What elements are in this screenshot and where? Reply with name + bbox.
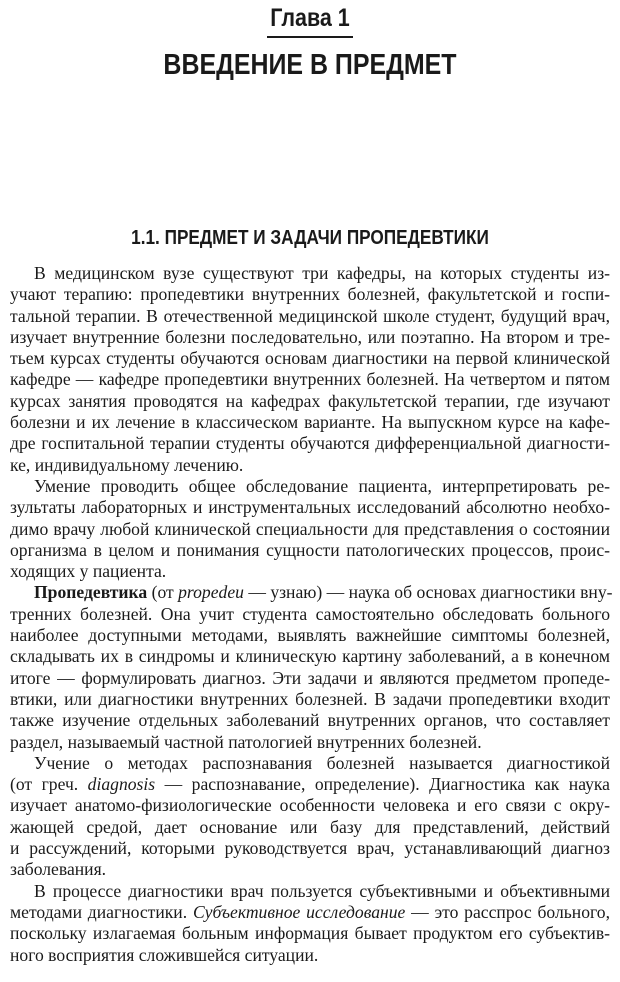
text-line: изучает внутренние болезни последовательно, или поэтапно. На втором и тре-: [10, 326, 610, 347]
paragraph: [10, 476, 610, 582]
text-span: методами диагностики.: [10, 901, 193, 922]
text-span: — узнаю) — наука об основах диагностики вну-: [243, 582, 613, 603]
paragraph: [10, 263, 610, 476]
text-span: — это расспрос больного,: [405, 901, 610, 922]
text-line: Учение о методах распознавания болезней называется диагностикой: [34, 752, 610, 773]
text-line: дре госпитальной терапии студенты обучаются дифференциальной диагности-: [10, 433, 610, 454]
body-text: [10, 263, 613, 966]
text-span: — распознавание, определение). Диагностика как наука: [155, 774, 610, 795]
term-bold: Пропедевтика: [34, 582, 148, 603]
text-line: тьем курсах студенты обучаются основам диагностики на первой клинической: [10, 348, 610, 369]
text-line: ходящих у пациента.: [10, 561, 167, 582]
text-line: организма в целом и понимания сущности патологических процессов, проис-: [10, 539, 610, 560]
term-italic: propedeu: [178, 582, 244, 603]
text-span: (от: [147, 582, 179, 603]
text-line: ке, индивидуальному лечению.: [10, 454, 244, 475]
chapter-underline: [267, 36, 353, 38]
section-title: 1.1. ПРЕДМЕТ И ЗАДАЧИ ПРОПЕДЕВТИКИ: [131, 227, 489, 249]
text-line: наиболее доступными методами, выявлять важнейшие симптомы болезней,: [10, 625, 610, 646]
text-line: втики, или диагностики внутренних болезней. В задачи пропедевтики входит: [10, 688, 610, 709]
text-line: болезни и их лечение в классическом варианте. На выпускном курсе на кафе-: [10, 412, 610, 433]
paragraph: [10, 582, 613, 752]
text-line: В процессе диагностики врач пользуется субъективными и объективными: [34, 880, 610, 901]
term-italic: diagnosis: [87, 774, 156, 795]
text-line: димо врачу любой клинической специальности для представления о состоянии: [10, 518, 610, 539]
text-line: тренних болезней. Она учит студента самостоятельно обследовать больного: [10, 603, 610, 624]
text-line: поскольку излагаемая больным информация бывает продуктом его субъектив-: [10, 923, 610, 944]
text-line: заболевания.: [10, 859, 107, 880]
chapter-title: ВВЕДЕНИЕ В ПРЕДМЕТ: [163, 49, 457, 81]
text-line: [10, 902, 610, 923]
text-line: учают терапию: пропедевтики внутренних болезней, факультетской и госпи-: [10, 284, 610, 305]
text-line: Умение проводить общее обследование пациента, интерпретировать ре-: [34, 475, 610, 496]
text-line: кафедре — кафедре пропедевтики внутренних болезней. На четвертом и пятом: [10, 369, 610, 390]
text-line: тальной терапии. В отечественной медицинской школе студент, будущий врач,: [10, 305, 610, 326]
text-line: также изучение отдельных заболеваний внутренних органов, что составляет: [10, 710, 610, 731]
text-line: В медицинском вузе существуют три кафедры, на которых студенты из-: [34, 263, 610, 283]
text-line: изучает анатомо-физиологические особенности человека и его связи с окру-: [10, 795, 610, 816]
paragraph: [10, 881, 610, 966]
text-line: и рассуждений, которыми руководствуется врач, устанавливающий диагноз: [10, 838, 610, 859]
text-line: зультаты лабораторных и инструментальных исследований абсолютно необхо-: [10, 497, 610, 518]
text-line: ного восприятия сложившейся ситуации.: [10, 944, 319, 965]
text-line: курсах занятия проводятся на кафедрах факультетской терапии, где изучают: [10, 390, 610, 411]
text-line: складывать их в синдромы и клиническую картину заболеваний, а в конечном: [10, 646, 610, 667]
text-line: жающей средой, дает основание или базу для представлений, действий: [10, 816, 610, 837]
term-italic: Субъективное исследование: [192, 901, 406, 922]
text-line: [10, 774, 610, 795]
text-line: [10, 582, 613, 603]
chapter-label: Глава 1: [270, 4, 350, 32]
text-line: раздел, называемый частной патологией внутренних болезней.: [10, 731, 482, 752]
paragraph: [10, 753, 610, 881]
text-span: (от греч.: [10, 774, 88, 795]
text-line: итоге — формулировать диагноз. Эти задачи и являются предметом пропеде-: [10, 667, 610, 688]
